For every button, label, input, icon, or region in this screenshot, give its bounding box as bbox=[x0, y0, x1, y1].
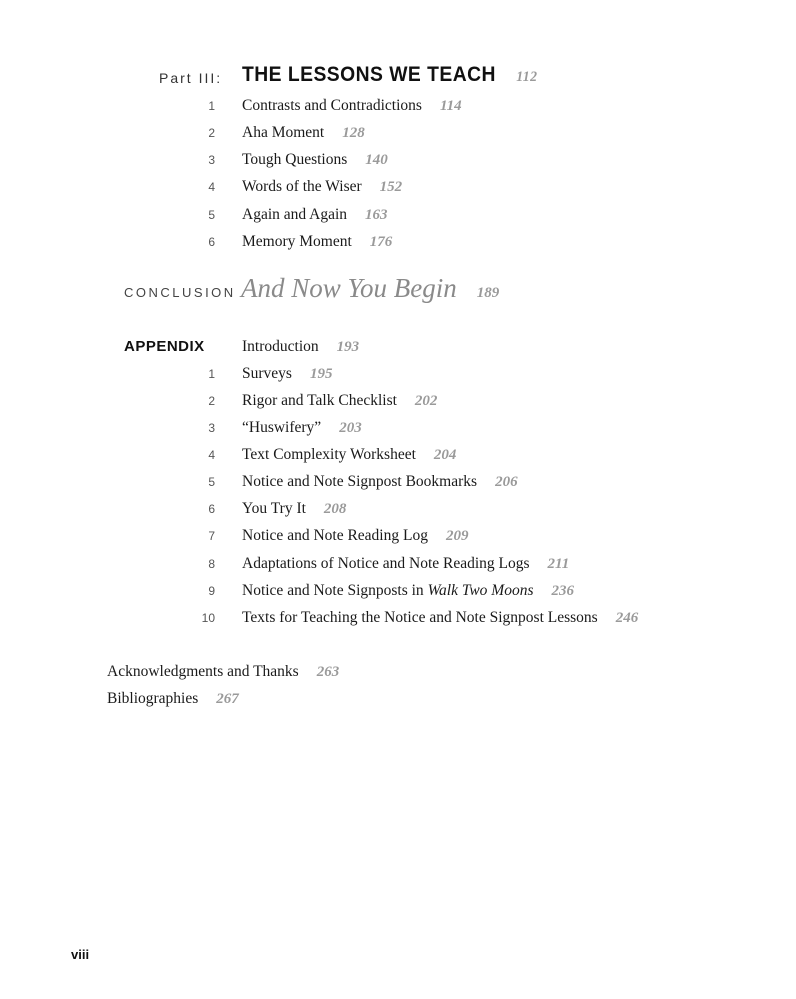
conclusion-title[interactable] bbox=[241, 273, 499, 304]
lesson-number: 4 bbox=[208, 180, 215, 194]
appendix-number: 7 bbox=[208, 529, 215, 543]
appendix-title: Text Complexity Worksheet 204 bbox=[242, 446, 457, 463]
appendix-number: 8 bbox=[208, 557, 215, 571]
page-number: 193 bbox=[336, 339, 360, 355]
page-number: 211 bbox=[547, 556, 570, 572]
appendix-title: You Try It 208 bbox=[242, 500, 347, 517]
page-number: 195 bbox=[309, 366, 333, 382]
appendix-number: 1 bbox=[208, 367, 215, 381]
lesson-number: 3 bbox=[208, 153, 215, 167]
page-number: 128 bbox=[342, 125, 365, 141]
folio: viii bbox=[71, 947, 90, 962]
part-title-text: THE LESSONS WE TEACH bbox=[242, 63, 496, 86]
lesson-title: Words of the Wiser 152 bbox=[242, 178, 403, 195]
back-matter-title: Bibliographies bbox=[107, 690, 199, 707]
lesson-title: Again and Again 163 bbox=[242, 206, 388, 223]
page-number: 204 bbox=[433, 447, 457, 463]
appendix-number: 5 bbox=[208, 475, 215, 489]
page-number: 176 bbox=[369, 234, 393, 250]
page-number: 246 bbox=[615, 610, 639, 626]
appendix-title: Notice and Note Signposts in Walk Two Moons 236 bbox=[242, 582, 574, 599]
appendix-number: 10 bbox=[201, 611, 215, 625]
page-number: 114 bbox=[439, 98, 462, 114]
conclusion-label: CONCLUSION bbox=[124, 285, 236, 300]
page-number: 163 bbox=[365, 207, 388, 223]
appendix-title: Notice and Note Reading Log 209 bbox=[242, 527, 469, 544]
page-number: 202 bbox=[414, 393, 438, 409]
lesson-number: 6 bbox=[208, 235, 215, 249]
appendix-intro-title: Introduction 193 bbox=[242, 338, 360, 355]
appendix-title: Adaptations of Notice and Note Reading Logs 211 bbox=[242, 555, 570, 572]
page-number: 112 bbox=[516, 69, 538, 85]
page-number: 152 bbox=[379, 179, 403, 195]
page-number: 236 bbox=[551, 583, 574, 599]
lesson-title: Contrasts and Contradictions 114 bbox=[242, 97, 462, 114]
lesson-title: Tough Questions 140 bbox=[242, 151, 388, 168]
appendix-number: 9 bbox=[208, 584, 215, 598]
page-number: 208 bbox=[323, 501, 347, 517]
back-matter-title: Acknowledgments and Thanks bbox=[107, 663, 299, 680]
conclusion-title-text: And Now You Begin bbox=[241, 273, 457, 303]
part-title bbox=[242, 63, 538, 87]
page-number: 206 bbox=[495, 474, 518, 490]
lesson-number: 1 bbox=[208, 99, 215, 113]
page-number: 140 bbox=[365, 152, 388, 168]
lesson-title: Aha Moment 128 bbox=[242, 124, 365, 141]
book-title: Walk Two Moons bbox=[427, 582, 534, 599]
appendix-label: APPENDIX bbox=[124, 338, 205, 355]
appendix-title: Surveys 195 bbox=[242, 365, 333, 382]
part-label: Part III: bbox=[159, 70, 223, 86]
lesson-number: 2 bbox=[208, 126, 215, 140]
page-number: 189 bbox=[476, 285, 500, 301]
page-number: 203 bbox=[339, 420, 362, 436]
appendix-number: 2 bbox=[208, 394, 215, 408]
appendix-title: Rigor and Talk Checklist 202 bbox=[242, 392, 438, 409]
appendix-title: “Huswifery” 203 bbox=[242, 419, 362, 436]
page-number: 267 bbox=[216, 691, 239, 707]
appendix-number: 6 bbox=[208, 502, 215, 516]
lesson-number: 5 bbox=[208, 208, 215, 222]
page-number: 209 bbox=[445, 528, 469, 544]
appendix-number: 4 bbox=[208, 448, 215, 462]
lesson-title: Memory Moment 176 bbox=[242, 233, 393, 250]
appendix-number: 3 bbox=[208, 421, 215, 435]
toc-row[interactable] bbox=[107, 690, 239, 708]
page-number: 263 bbox=[316, 664, 340, 680]
toc-row[interactable] bbox=[107, 663, 339, 681]
appendix-title: Notice and Note Signpost Bookmarks 206 bbox=[242, 473, 518, 490]
appendix-title: Texts for Teaching the Notice and Note Signpost Lessons 246 bbox=[242, 609, 639, 626]
